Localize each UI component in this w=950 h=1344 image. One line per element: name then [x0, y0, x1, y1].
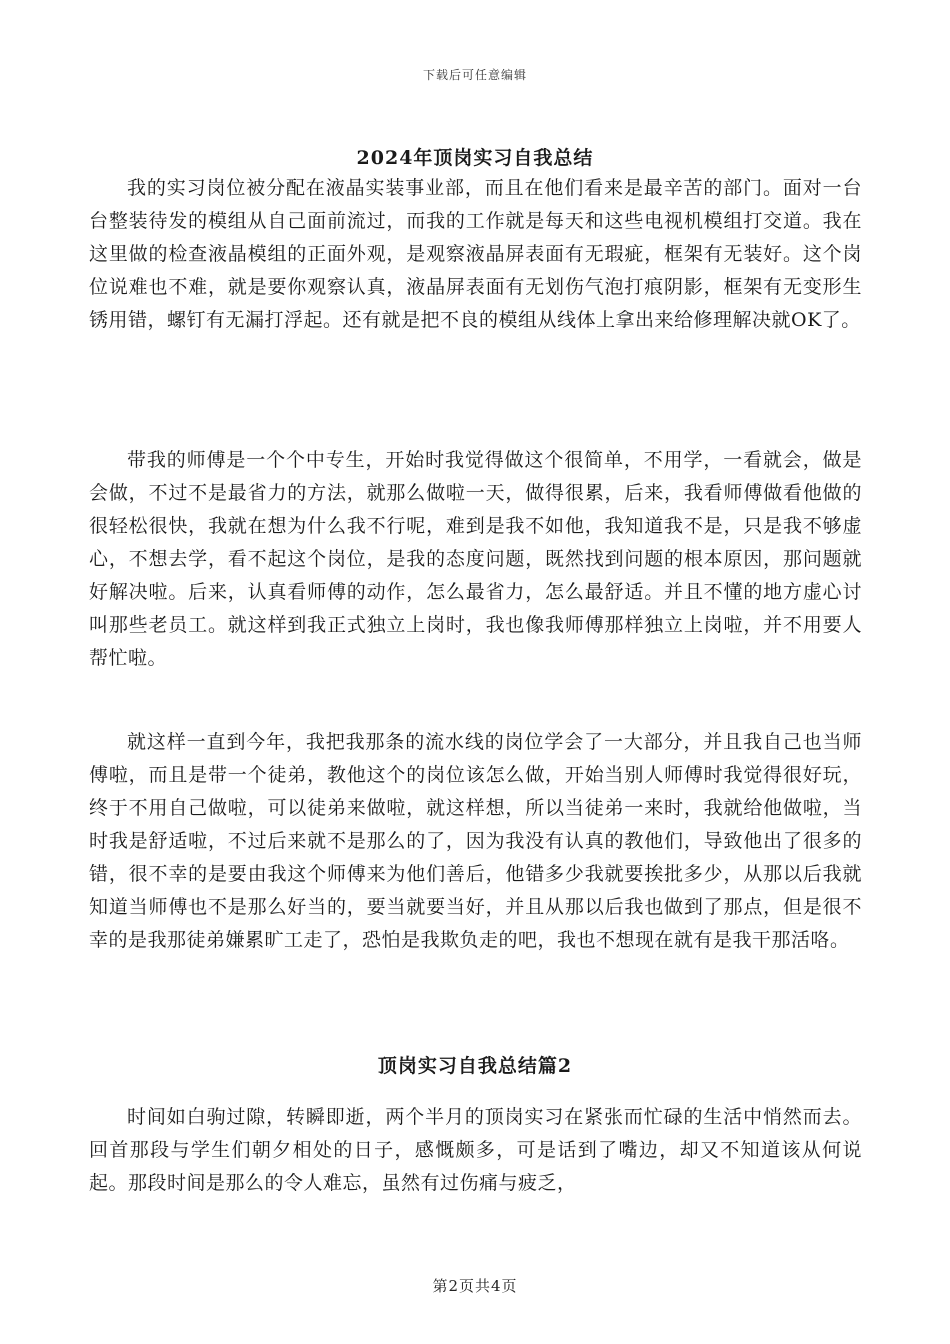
body-paragraph-1: 我的实习岗位被分配在液晶实装事业部，而且在他们看来是最辛苦的部门。面对一台台整装待发的模组从自己面前流过，而我的工作就是每天和这些电视机模组打交道。我在这里做的检查液晶模组的正面外观，是观察液晶屏表面有无瑕疵，框架有无装好。这个岗位说难也不难，就是要你观察认真，液晶屏表面有无划伤气泡打痕阴影，框架有无变形生锈用错，螺钉有无漏打浮起。还有就是把不良的模组从线体上拿出来给修理解决就OK了。: [89, 177, 862, 331]
section2-paragraph: 时间如白驹过隙，转瞬即逝，两个半月的顶岗实习在紧张而忙碌的生活中悄然而去。回首那段与学生们朝夕相处的日子，感慨颇多，可是话到了嘴边，却又不知道该从何说起。那段时间是那么的令人难忘，虽然有过伤痛与疲乏，: [89, 1106, 862, 1194]
header-note: 下载后可任意编辑: [422, 68, 527, 82]
page-number: 第2页共4页: [432, 1277, 518, 1295]
section-title: 顶岗实习自我总结篇2: [377, 1055, 573, 1077]
document-title: 2024年顶岗实习自我总结: [356, 147, 594, 169]
body-paragraph-2: 带我的师傅是一个个中专生，开始时我觉得做这个很简单，不用学，一看就会，做是会做，不过不是最省力的方法，就那么做啦一天，做得很累，后来，我看师傅做看他做的很轻松很快，我就在想为什么我不行呢，难到是我不如他，我知道我不是，只是我不够虚心，不想去学，看不起这个岗位，是我的态度问题，既然找到问题的根本原因，那问题就好解决啦。后来，认真看师傅的动作，怎么最省力，怎么最舒适。并且不懂的地方虚心讨叫那些老员工。就这样到我正式独立上岗时，我也像我师傅那样独立上岗啦，并不用要人帮忙啦。: [89, 449, 862, 669]
body-paragraph-3: 就这样一直到今年，我把我那条的流水线的岗位学会了一大部分，并且我自己也当师傅啦，而且是带一个徒弟，教他这个的岗位该怎么做，开始当别人师傅时我觉得很好玩，终于不用自己做啦，可以徒弟来做啦，就这样想，所以当徒弟一来时，我就给他做啦，当时我是舒适啦，不过后来就不是那么的了，因为我没有认真的教他们，导致他出了很多的错，很不幸的是要由我这个师傅来为他们善后，他错多少我就要挨批多少，从那以后我就知道当师傅也不是那么好当的，要当就要当好，并且从那以后我也做到了那点，但是很不幸的是我那徒弟嫌累旷工走了，恐怕是我欺负走的吧，我也不想现在就有是我干那活咯。: [89, 731, 862, 951]
